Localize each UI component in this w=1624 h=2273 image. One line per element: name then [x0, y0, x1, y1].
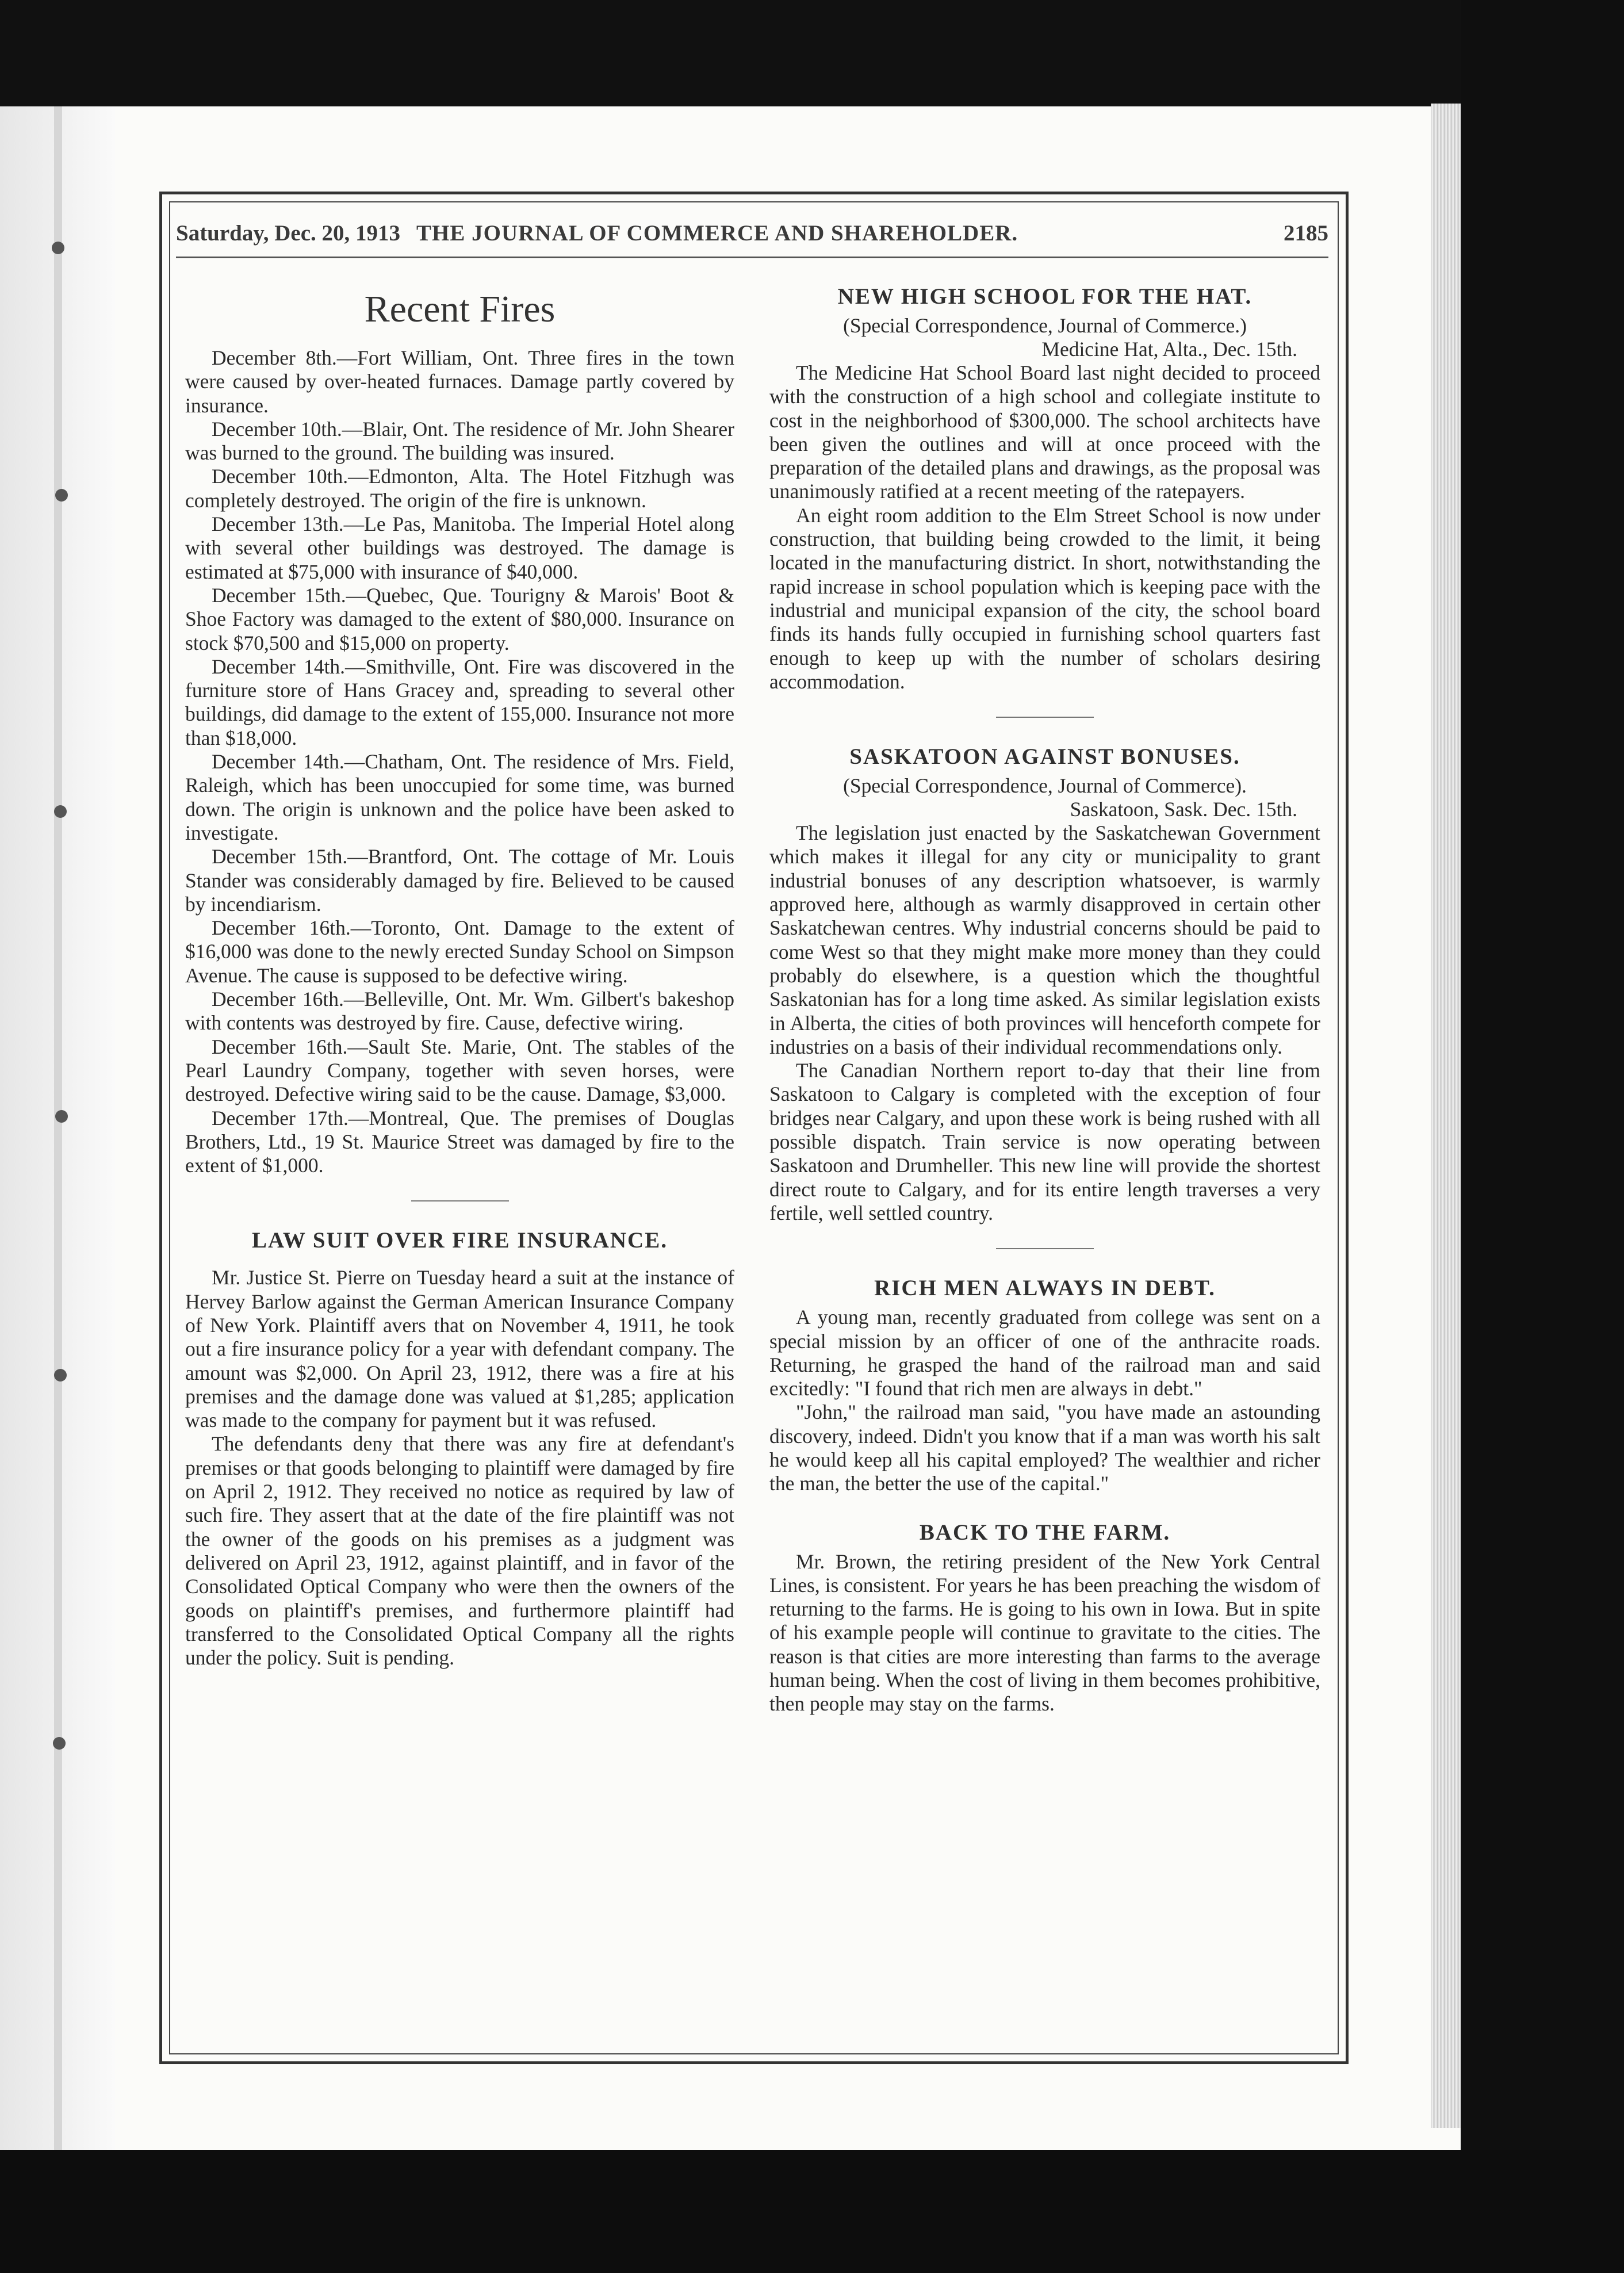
page-edges: [1431, 104, 1461, 2128]
scan-top-border: [0, 0, 1624, 106]
binding-mark: [54, 1369, 67, 1382]
high-school-paragraph: An eight room addition to the Elm Street School is now under construction, that building being crowded to the limit, it being located in the manufacturing district. In short, notwithstanding the rapid increase in school population which is keeping pace with the industrial and municipal expansion of the city, the school board finds its hands fully occupied in furnishing school quarters fast enough to keep up with the number of scholars desiring accommodation.: [769, 503, 1320, 693]
back-to-farm-title: BACK TO THE FARM.: [919, 1520, 1171, 1545]
fire-item: December 13th.—Le Pas, Manitoba. The Imperial Hotel along with several other buildings was destroyed. The damage is estimated at $75,000 with insurance of $40,000.: [185, 512, 734, 583]
fire-item: December 16th.—Sault Ste. Marie, Ont. The stables of the Pearl Laundry Company, together with seven horses, were destroyed. Defective wiring said to be the cause. Damage, $3,000.: [185, 1035, 734, 1106]
saskatoon-byline: (Special Correspondence, Journal of Commerce).: [843, 774, 1247, 798]
scan-bottom-border: [0, 2150, 1624, 2273]
header-journal-title: THE JOURNAL OF COMMERCE AND SHAREHOLDER.: [416, 220, 1018, 246]
binding-mark: [55, 489, 68, 502]
law-suit-paragraph: Mr. Justice St. Pierre on Tuesday heard a suit at the instance of Hervey Barlow against the German American Insurance Company of New York. Plaintiff avers that on November 4, 1911, he took out a fire insurance policy for a year with defendant company. The amount was $2,000. On April 23, 1912, there was a fire at his premises and the damage done was valued at $1,285; application was made to the company for payment but it was refused.: [185, 1266, 734, 1432]
fire-item: December 8th.—Fort William, Ont. Three fires in the town were caused by over-heated furnaces. Damage partly covered by insurance.: [185, 346, 734, 417]
recent-fires-title: Recent Fires: [364, 288, 556, 330]
page-number: 2185: [1284, 220, 1328, 246]
fire-item: December 16th.—Belleville, Ont. Mr. Wm. Gilbert's bakeshop with contents was destroyed by fire. Cause, defective wiring.: [185, 988, 734, 1035]
running-header: [176, 216, 1328, 250]
fire-item: December 10th.—Edmonton, Alta. The Hotel Fitzhugh was completely destroyed. The origin of the fire is unknown.: [185, 465, 734, 512]
book-spine: [54, 106, 62, 2150]
right-column: [769, 276, 1320, 1716]
high-school-title: NEW HIGH SCHOOL FOR THE HAT.: [837, 284, 1253, 309]
rich-men-paragraph: "John," the railroad man said, "you have made an astounding discovery, indeed. Didn't you know that if a man was worth his salt he would keep all his capital employed? The wealthier and richer the man, the better the use of the capital.": [769, 1400, 1320, 1495]
left-column: [185, 276, 734, 1670]
section-separator: [996, 1248, 1094, 1249]
header-date: Saturday, Dec. 20, 1913: [176, 220, 400, 246]
high-school-byline: (Special Correspondence, Journal of Commerce.): [843, 314, 1247, 337]
saskatoon-paragraph: The legislation just enacted by the Saskatchewan Government which makes it illegal for any city or municipality to grant industrial bonuses of any description whatsoever, is warmly approved here, although as warmly disapproved in certain other Saskatchewan centres. Why industrial concerns should be paid to come West so that they might make more money than they could probably do elsewhere, is a question which the thoughtful Saskatonian has for a long time asked. As similar legislation exists in Alberta, the cities of both provinces will henceforth compete for industries on a basis of their individual recommendations only.: [769, 821, 1320, 1058]
saskatoon-title: SASKATOON AGAINST BONUSES.: [849, 744, 1240, 770]
fire-item: December 10th.—Blair, Ont. The residence of Mr. John Shearer was burned to the ground. The building was insured.: [185, 417, 734, 465]
saskatoon-dateline: Saskatoon, Sask. Dec. 15th.: [1070, 798, 1297, 821]
rich-men-paragraph: A young man, recently graduated from college was sent on a special mission by an officer of one of the anthracite roads. Returning, he grasped the hand of the railroad man and said excitedly: "I found that rich men are always in debt.": [769, 1306, 1320, 1400]
high-school-dateline: Medicine Hat, Alta., Dec. 15th.: [1041, 338, 1297, 361]
high-school-paragraph: The Medicine Hat School Board last night decided to proceed with the construction of a high school and collegiate institute to cost in the neighborhood of $300,000. The school architects have been given the outlines and will at once proceed with the preparation of the detailed plans and drawings, as the proposal was unanimously ratified at a recent meeting of the ratepayers.: [769, 361, 1320, 503]
saskatoon-paragraph: The Canadian Northern report to-day that their line from Saskatoon to Calgary is completed with the exception of four bridges near Calgary, and upon these work is being rushed with all possible dispatch. Train service is now operating between Saskatoon and Drumheller. This new line will provide the shortest direct route to Calgary, and for its entire length traverses a very fertile, well settled country.: [769, 1059, 1320, 1224]
rich-men-title: RICH MEN ALWAYS IN DEBT.: [874, 1276, 1216, 1301]
header-rule: [176, 257, 1328, 258]
binding-mark: [53, 1737, 66, 1750]
binding-mark: [55, 1110, 68, 1123]
fire-item: December 15th.—Brantford, Ont. The cottage of Mr. Louis Stander was considerably damaged by fire. Believed to be caused by incendiarism.: [185, 845, 734, 916]
scan-right-border: [1461, 0, 1624, 2273]
section-separator: [411, 1200, 509, 1201]
binding-mark: [52, 242, 64, 254]
fire-item: December 17th.—Montreal, Que. The premises of Douglas Brothers, Ltd., 19 St. Maurice Street was damaged by fire to the extent of $1,000.: [185, 1106, 734, 1177]
back-to-farm-paragraph: Mr. Brown, the retiring president of the New York Central Lines, is consistent. For years he has been preaching the wisdom of returning to the farms. He is going to his own in Iowa. But in spite of his example people will continue to gravitate to the cities. The reason is that cities are more interesting than farms to the average human being. When the cost of living in them becomes prohibitive, then people may stay on the farms.: [769, 1549, 1320, 1716]
fire-item: December 15th.—Quebec, Que. Tourigny & Marois' Boot & Shoe Factory was damaged to the extent of $80,000. Insurance on stock $70,500 and $15,000 on property.: [185, 583, 734, 655]
fire-item: December 14th.—Smithville, Ont. Fire was discovered in the furniture store of Hans Gracey and, spreading to several other buildings, did damage to the extent of 155,000. Insurance not more than $18,000.: [185, 655, 734, 749]
law-suit-paragraph: The defendants deny that there was any fire at defendant's premises or that goods belonging to plaintiff were damaged by fire on April 2, 1912. They received no notice as required by law of such fire. They assert that at the date of the fire plaintiff was not the owner of the goods on his premises as a judgment was delivered on April 23, 1912, against plaintiff, and in favor of the Consolidated Optical Company who were then the owners of the goods on plaintiff's premises, and furthermore plaintiff had transferred to the Consolidated Optical Company all the rights under the policy. Suit is pending.: [185, 1432, 734, 1670]
fire-item: December 16th.—Toronto, Ont. Damage to the extent of $16,000 was done to the newly erected Sunday School on Simpson Avenue. The cause is supposed to be defective wiring.: [185, 916, 734, 987]
fire-item: December 14th.—Chatham, Ont. The residence of Mrs. Field, Raleigh, which has been unoccupied for some time, was burned down. The origin is unknown and the police have been asked to investigate.: [185, 750, 734, 844]
section-separator: [996, 717, 1094, 718]
law-suit-title: LAW SUIT OVER FIRE INSURANCE.: [252, 1228, 668, 1253]
binding-mark: [54, 805, 67, 818]
